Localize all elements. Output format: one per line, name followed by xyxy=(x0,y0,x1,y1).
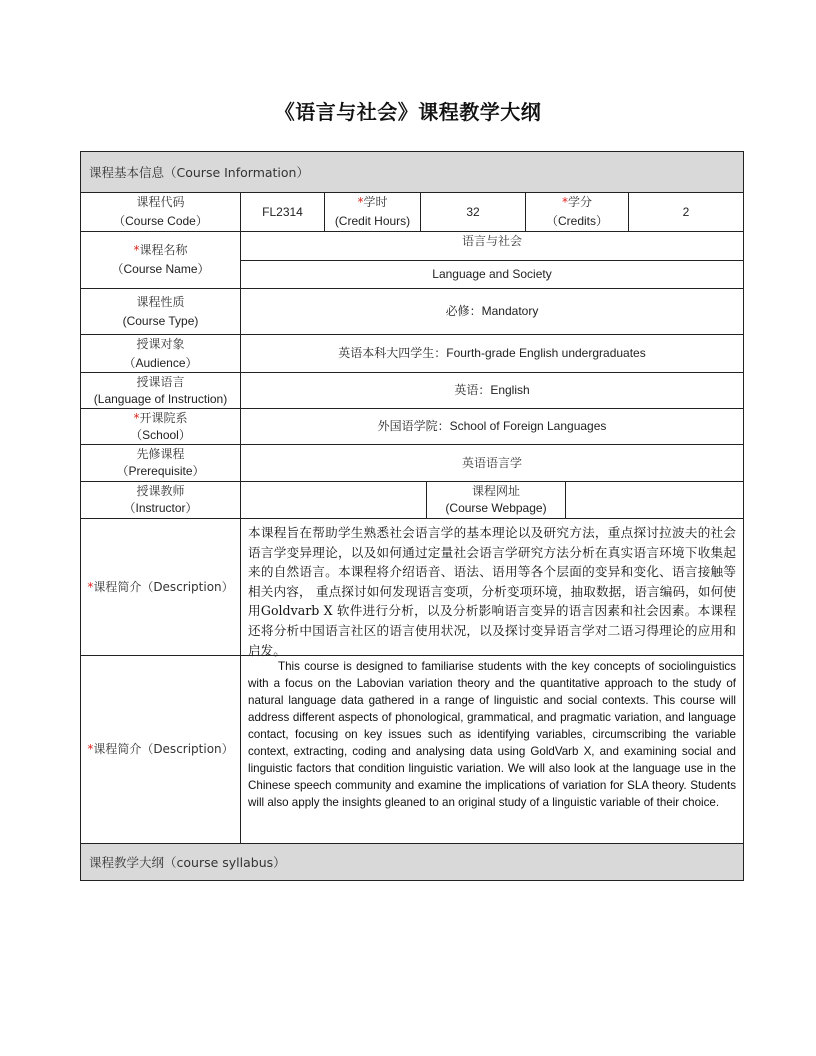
required-star-icon: * xyxy=(133,410,140,425)
page-title: 《语言与社会》课程教学大纲 xyxy=(274,100,542,124)
label-description-zh xyxy=(80,518,241,656)
label-zh: 课程代码 xyxy=(136,195,185,209)
label-en: （Audience） xyxy=(123,355,198,370)
label-zh xyxy=(133,241,187,260)
value-credit-hours: 32 xyxy=(420,192,526,232)
label-en: (Credit Hours) xyxy=(334,214,411,228)
label-en: (Course Webpage) xyxy=(445,501,547,515)
label-text-value: 课程简介（Description） xyxy=(93,579,234,594)
label-instructor xyxy=(80,481,241,519)
value-instructor xyxy=(240,481,427,519)
label-zh: 先修课程 xyxy=(136,447,185,461)
label-zh xyxy=(562,193,592,212)
label-zh: 授课对象 xyxy=(136,336,185,351)
label-school xyxy=(80,408,241,445)
label-zh: 授课教师 xyxy=(136,484,185,498)
label-language-of-instruction xyxy=(80,372,241,409)
value-course-type: 必修：Mandatory xyxy=(240,288,744,335)
value-prerequisite: 英语语言学 xyxy=(240,444,744,482)
label-prerequisite xyxy=(80,444,241,482)
value-course-name-zh: 语言与社会 xyxy=(240,231,744,261)
label-en: （Instructor） xyxy=(123,501,198,515)
label-zh-text: 学时 xyxy=(363,195,388,209)
required-star-icon: * xyxy=(133,243,140,257)
label-course-type xyxy=(80,288,241,335)
label-zh: 课程网址 xyxy=(471,484,520,498)
section-header-course-syllabus: 课程教学大纲（course syllabus） xyxy=(80,843,744,881)
value-course-name-en: Language and Society xyxy=(240,260,744,289)
label-credits xyxy=(525,192,629,232)
value-language-of-instruction: 英语：English xyxy=(240,372,744,409)
value-description-en: This course is designed to familiarise students with the key concepts of sociolinguistics with a focus on the Labovian variation theory and the quantitative approach to the study of natural language data gathered in a range of linguistic and social contexts. This course will address different aspects of phonological, grammatical, and pragmatic variation, and language contact, focusing on key issues such as identifying variables, circumscribing the variable context, extracting, coding and analysing data using GoldVarb X, and examining social and linguistic factors that condition linguistic variation. We will also look at the language use in the Chinese speech community and examine the implications of variation for SLA theory. Students will also apply the insights gleaned to an original study of a linguistic variable of their choice. xyxy=(240,655,744,844)
value-credits: 2 xyxy=(628,192,744,232)
label-en: (Course Type) xyxy=(122,313,199,328)
required-star-icon: * xyxy=(357,195,364,209)
label-en: （Prerequisite） xyxy=(116,464,205,478)
label-zh-text: 开课院系 xyxy=(139,410,188,425)
value-description-zh: 本课程旨在帮助学生熟悉社会语言学的基本理论以及研究方法，重点探讨拉波夫的社会语言学变异理论，以及如何通过定量社会语言学研究方法分析在真实语言环境下收集起来的自然语言。本课程将介绍语音、语法、语用等各个层面的变异和变化、语言接触等相关内容， 重点探讨如何发现语言变项，分析变项环境，抽取数据，语言编码，如何使用Goldvarb X 软件进行分析，以及分析影响语言变异的语言因素和社会因素。本课程还将分析中国语言社区的语言使用状况，以及探讨变异语言学对二语习得理论的应用和启发。 xyxy=(240,518,744,656)
label-zh xyxy=(357,193,387,212)
label-en: （Course Name） xyxy=(111,262,210,276)
label-audience xyxy=(80,334,241,373)
required-star-icon: * xyxy=(87,579,94,594)
label-zh xyxy=(133,410,187,427)
label-credit-hours xyxy=(324,192,421,232)
label-text xyxy=(87,578,233,597)
label-course-code xyxy=(80,192,241,232)
label-zh: 授课语言 xyxy=(136,374,185,389)
value-course-webpage xyxy=(565,481,744,519)
value-school: 外国语学院：School of Foreign Languages xyxy=(240,408,744,445)
label-course-name xyxy=(80,231,241,289)
value-course-code: FL2314 xyxy=(240,192,325,232)
label-zh: 课程性质 xyxy=(136,294,185,309)
required-star-icon: * xyxy=(87,742,94,756)
label-en: （Course Code） xyxy=(113,214,208,228)
label-en: (Language of Instruction) xyxy=(93,391,228,406)
section-header-course-information: 课程基本信息（Course Information） xyxy=(80,151,744,193)
label-en: （School） xyxy=(130,427,191,442)
label-en: （Credits） xyxy=(545,214,608,228)
label-zh-text: 学分 xyxy=(567,195,592,209)
label-text-value: 课程简介（Description） xyxy=(93,742,234,756)
label-zh-text: 课程名称 xyxy=(139,243,188,257)
label-course-webpage xyxy=(426,481,566,519)
label-text xyxy=(87,740,233,759)
value-audience: 英语本科大四学生：Fourth-grade English undergraduates xyxy=(240,334,744,373)
required-star-icon: * xyxy=(561,195,568,209)
label-description-en xyxy=(80,655,241,844)
